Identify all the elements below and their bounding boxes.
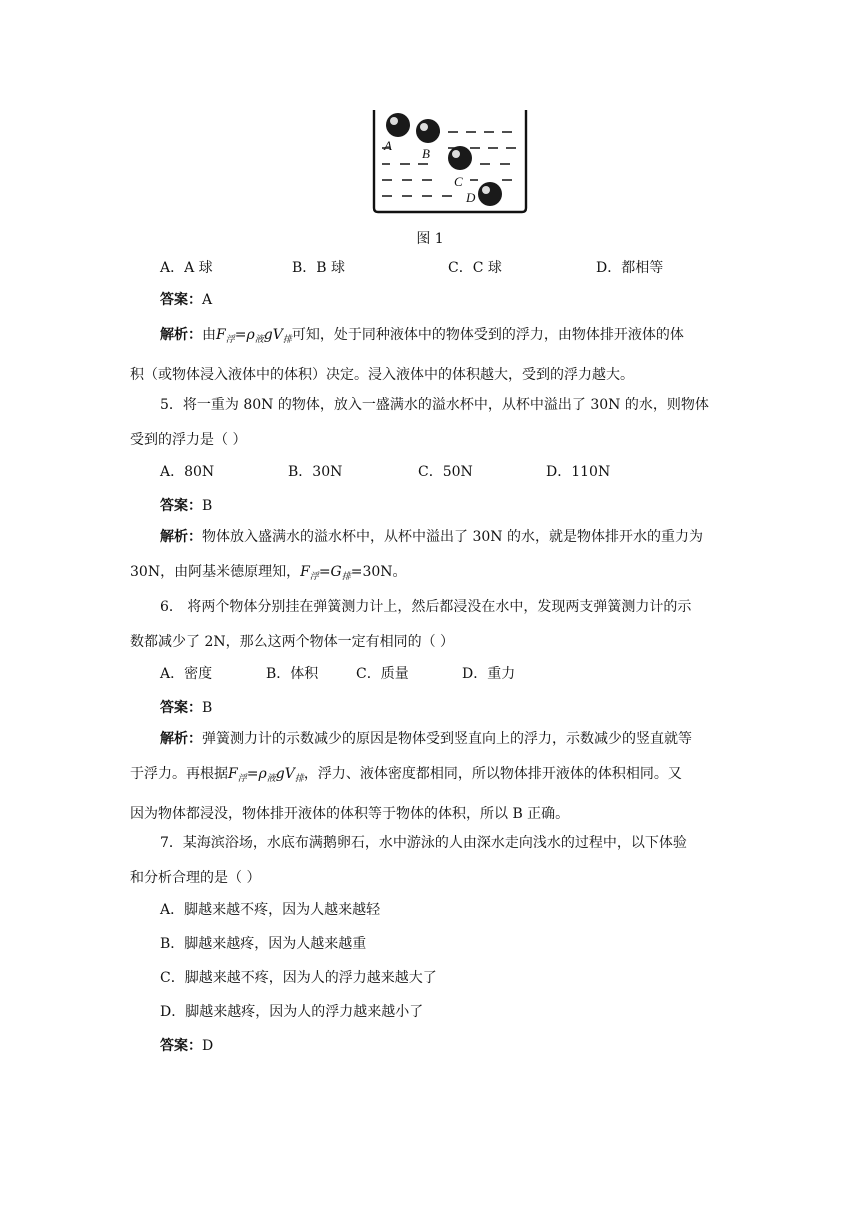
q6-formula-rho: ρ (258, 766, 267, 782)
q4-analysis-rest: 可知，处于同种液体中的物体受到的浮力，由物体排开液体的体 (291, 327, 684, 343)
q4-formula-eq: = (234, 327, 247, 343)
q6-option-b: B．体积 (266, 666, 319, 682)
q6-options (160, 664, 515, 684)
q6-option-a: A．密度 (160, 666, 213, 682)
q6-answer-label: 答案： (160, 700, 202, 716)
q5-formula-f: F (300, 564, 310, 580)
q5-formula-g: G (330, 564, 342, 580)
q5-analysis-line-2 (130, 555, 730, 595)
q4-options (160, 258, 663, 278)
q6-option-c: C．质量 (356, 666, 409, 682)
q4-formula-g: g (263, 327, 273, 343)
q6-analysis-line-1 (130, 722, 730, 757)
q4-option-a: A．A 球 (160, 260, 213, 276)
label-d: D (466, 190, 476, 205)
q4-formula (216, 327, 292, 343)
q7-stem-line-1: 7．某海滨浴场，水底布满鹅卵石，水中游泳的人由深水走向浅水的过程中，以下体验 (160, 835, 687, 851)
q5-answer-label: 答案： (160, 498, 202, 514)
q4-answer (160, 290, 212, 310)
q6-analysis-post: ，浮力、液体密度都相同，所以物体排开液体的体积相同。又 (303, 766, 682, 782)
q6-analysis (130, 722, 730, 832)
q6-option-d: D．重力 (462, 666, 516, 682)
label-c: C (454, 174, 463, 189)
q7-option-b: B．脚越来越疼，因为人越来越重 (160, 936, 367, 952)
q4-answer-label: 答案： (160, 292, 202, 308)
ball-c (448, 146, 472, 170)
q5-options (160, 462, 610, 482)
q7-answer-label: 答案： (160, 1038, 202, 1054)
q5-formula-sub-pai: 排 (341, 572, 351, 582)
q4-option-c: C．C 球 (448, 260, 502, 276)
q6-analysis-label: 解析： (160, 731, 202, 747)
ball-b (416, 119, 440, 143)
q5-formula (300, 564, 351, 580)
q5-formula-eq: = (318, 564, 331, 580)
q6-formula-sub-fu: 浮 (237, 774, 247, 784)
q6-formula-sub-ye: 液 (266, 774, 276, 784)
q4-option-d: D．都相等 (596, 260, 664, 276)
q6-formula-sub-pai: 排 (294, 774, 304, 784)
q6-formula-v: V (284, 766, 295, 782)
q6-answer-value: B (202, 700, 213, 716)
q7-answer (160, 1036, 213, 1056)
ball-d (478, 182, 502, 206)
q7-stem (130, 826, 730, 896)
q6-formula-g: g (275, 766, 285, 782)
q4-analysis-label: 解析： (160, 327, 202, 343)
q6-answer (160, 698, 212, 718)
q5-analysis-post: =30N。 (350, 564, 407, 580)
q4-formula-f: F (216, 327, 226, 343)
q4-formula-sub-fu: 浮 (225, 335, 235, 345)
q5-option-d: D．110N (546, 464, 611, 480)
q4-analysis-pre: 由 (202, 327, 216, 343)
q7-answer-value: D (202, 1038, 214, 1054)
q6-stem (130, 590, 730, 660)
q7-option-a: A．脚越来越不疼，因为人越来越轻 (160, 902, 381, 918)
q6-formula-f: F (228, 766, 238, 782)
q5-stem (130, 388, 730, 458)
q7-option-c: C．脚越来越不疼，因为人的浮力越来越大了 (160, 970, 437, 986)
q5-answer (160, 496, 212, 516)
label-a: A (384, 138, 392, 153)
q6-analysis-text: 弹簧测力计的示数减少的原因是物体受到竖直向上的浮力，示数减少的竖直就等 (202, 731, 692, 747)
q5-formula-sub-fu: 浮 (309, 572, 319, 582)
q4-analysis-line-1 (130, 318, 730, 358)
q5-option-a: A．80N (160, 464, 215, 480)
q4-analysis-line-2: 积（或物体浸入液体中的体积）决定。浸入液体中的体积越大，受到的浮力越大。 (130, 367, 634, 383)
q4-option-b: B．B 球 (292, 260, 346, 276)
label-b: B (422, 146, 430, 161)
q5-analysis-pre: 30N，由阿基米德原理知， (130, 564, 301, 580)
q4-formula-sub-pai: 排 (282, 335, 292, 345)
q5-stem-line-1: 5．将一重为 80N 的物体，放入一盛满水的溢水杯中，从杯中溢出了 30N 的水，则物体 (160, 397, 709, 413)
q5-option-b: B．30N (288, 464, 343, 480)
q5-analysis-label: 解析： (160, 529, 202, 545)
q5-analysis-line-1 (130, 520, 730, 555)
q4-answer-value: A (202, 292, 213, 308)
q5-analysis-text: 物体放入盛满水的溢水杯中，从杯中溢出了 30N 的水，就是物体排开水的重力为 (202, 529, 703, 545)
beaker-figure (370, 108, 530, 216)
q5-answer-value: B (202, 498, 213, 514)
figure-caption: 图 1 (416, 231, 444, 247)
q6-analysis-line-3: 因为物体都浸没，物体排开液体的体积等于物体的体积，所以 B 正确。 (130, 806, 570, 822)
q6-formula-eq: = (246, 766, 259, 782)
q6-formula (228, 766, 304, 782)
q5-analysis (130, 520, 730, 595)
q4-analysis (130, 318, 730, 393)
q6-stem-line-1: 6． 将两个物体分别挂在弹簧测力计上，然后都浸没在水中，发现两支弹簧测力计的示 (160, 599, 692, 615)
q7-stem-line-2: 和分析合理的是（ ） (130, 870, 261, 886)
q7-option-d: D．脚越来越疼，因为人的浮力越来越小了 (160, 1004, 424, 1020)
q4-formula-sub-ye: 液 (254, 335, 264, 345)
q6-analysis-line-2 (130, 757, 730, 797)
ball-a (386, 113, 410, 137)
q6-analysis-pre: 于浮力。再根据 (130, 766, 228, 782)
q4-formula-v: V (272, 327, 283, 343)
q5-option-c: C．50N (418, 464, 473, 480)
q6-stem-line-2: 数都减少了 2N，那么这两个物体一定有相同的（ ） (130, 634, 455, 650)
q5-stem-line-2: 受到的浮力是（ ） (130, 432, 247, 448)
q4-formula-rho: ρ (246, 327, 255, 343)
